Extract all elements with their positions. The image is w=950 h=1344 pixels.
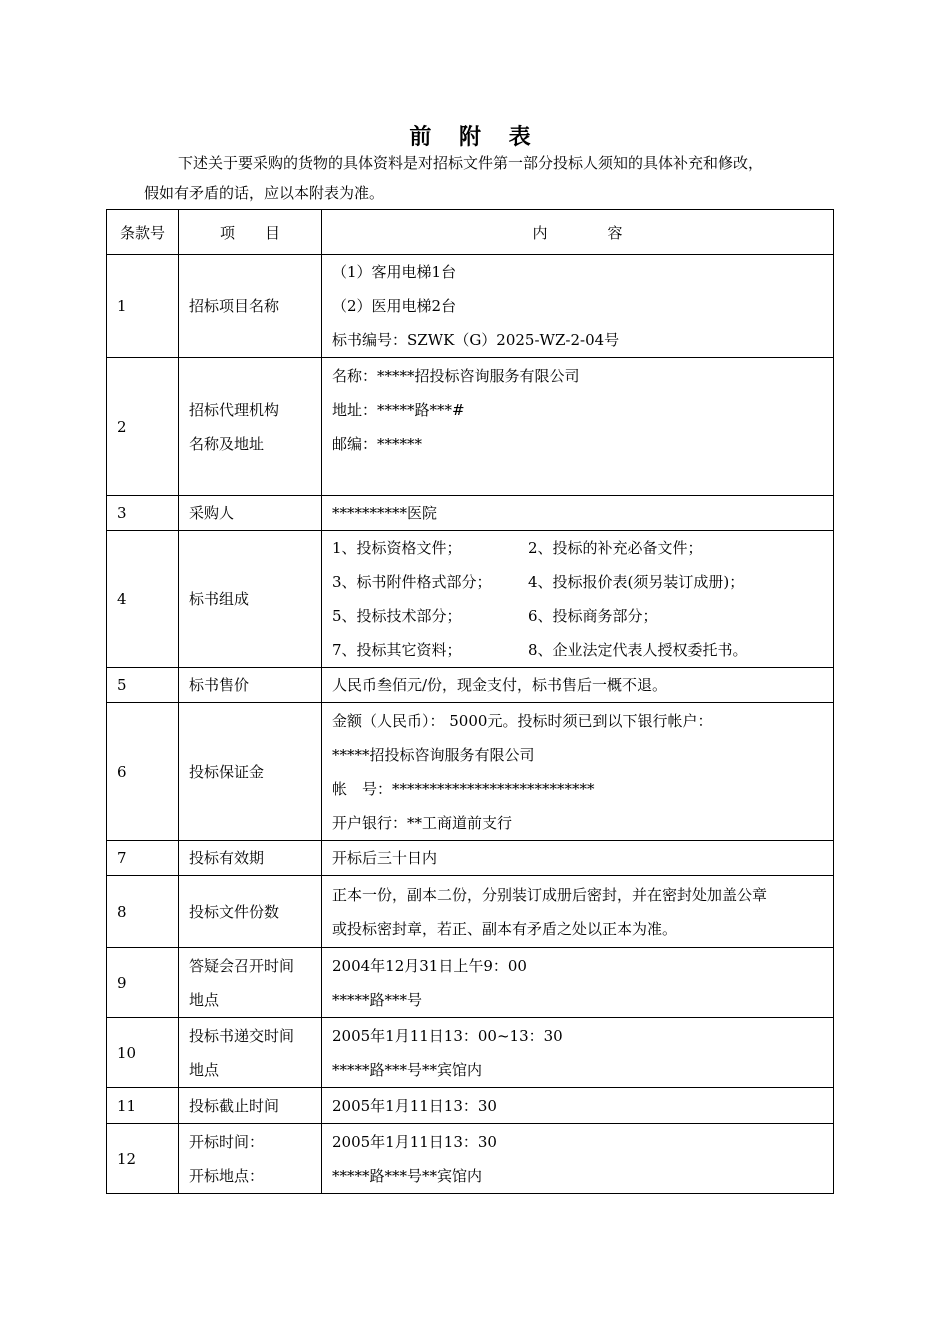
content-line: 或投标密封章，若正、副本有矛盾之处以正本为准。 [332,919,678,938]
item-cell [179,841,322,876]
content-line: 2005年1月11日13：00~13：30 [332,1026,563,1045]
content-cell [322,1018,834,1088]
content-line: 名称：*****招投标咨询服务有限公司 [332,367,580,385]
content-line: 金额（人民币）： 5000元。投标时须已到以下银行帐户： [332,711,713,730]
content-line: **********医院 [332,504,438,522]
content-line: 人民币叁佰元/份，现金支付，标书售后一概不退。 [332,676,668,694]
content-line: 2005年1月11日13：30 [332,1132,497,1151]
content-line: （2）医用电梯2台 [332,297,457,315]
content-line: *****招投标咨询服务有限公司 [332,745,535,764]
content-cell [322,841,834,876]
item-cell [179,531,322,668]
component-entry: 6、投标商务部分； [528,607,658,625]
clause-number: 1 [107,255,179,358]
content-cell [322,948,834,1018]
page-title: 前 附 表 [409,125,541,150]
content-line: *****路***号**宾馆内 [332,1060,483,1079]
table-row [107,841,834,876]
content-cell [322,703,834,841]
item-cell [179,703,322,841]
intro-paragraph [144,148,844,208]
list-item [332,599,833,633]
table-row [107,255,834,358]
item-label: 地点 [189,1060,220,1079]
item-label: 答疑会召开时间 [189,956,295,975]
content-line: 开户银行：**工商道前支行 [332,813,513,832]
clause-number: 2 [107,358,179,496]
list-item [332,531,833,565]
item-label: 投标文件份数 [189,902,280,921]
table-row [107,1124,834,1194]
list-item [332,633,833,667]
component-entry: 1、投标资格文件； [332,539,462,557]
content-line: *****路***号**宾馆内 [332,1166,483,1185]
item-cell [179,358,322,496]
component-entry: 4、投标报价表(须另装订成册)； [528,573,745,591]
header-content: 内 容 [322,210,834,255]
content-line: 开标后三十日内 [332,849,438,867]
intro-line-2: 假如有矛盾的话，应以本附表为准。 [144,184,385,202]
content-cell [322,255,834,358]
item-label: 标书组成 [189,590,250,608]
item-cell [179,876,322,948]
item-label: 名称及地址 [189,434,265,453]
table-row [107,703,834,841]
item-label: 投标书递交时间 [189,1026,295,1045]
item-cell [179,496,322,531]
item-label: 开标地点： [189,1166,265,1185]
header-item: 项 目 [179,210,322,255]
content-cell [322,1088,834,1124]
item-label: 投标截止时间 [189,1096,280,1115]
content-line: 正本一份，副本二份，分别装订成册后密封，并在密封处加盖公章 [332,885,768,904]
table-row [107,948,834,1018]
content-line: 帐 号：*************************** [332,779,595,798]
clause-number: 10 [107,1018,179,1088]
item-cell [179,948,322,1018]
item-label: 招标项目名称 [189,297,280,315]
clause-number: 4 [107,531,179,668]
clause-number: 8 [107,876,179,948]
table-row [107,531,834,668]
content-cell [322,358,834,496]
content-cell [322,531,834,668]
item-label: 投标保证金 [189,762,265,781]
content-cell [322,496,834,531]
table-row [107,358,834,496]
table-row [107,668,834,703]
content-line: 2004年12月31日上午9：00 [332,956,527,975]
table-row [107,1088,834,1124]
table-row [107,876,834,948]
table-row [107,1018,834,1088]
component-entry: 7、投标其它资料； [332,641,462,659]
clause-number: 9 [107,948,179,1018]
item-cell [179,255,322,358]
item-cell [179,1018,322,1088]
content-cell [322,668,834,703]
component-entry: 3、标书附件格式部分； [332,573,492,591]
item-cell [179,668,322,703]
content-line: 2005年1月11日13：30 [332,1096,497,1115]
item-label: 开标时间： [189,1132,265,1151]
table-header-row [107,210,834,255]
clause-number: 11 [107,1088,179,1124]
table-row [107,496,834,531]
clause-number: 3 [107,496,179,531]
item-cell [179,1124,322,1194]
component-entry: 8、企业法定代表人授权委托书。 [528,641,748,659]
item-label: 招标代理机构 [189,400,280,419]
clause-number: 6 [107,703,179,841]
component-entry: 5、投标技术部分； [332,607,462,625]
clause-number: 7 [107,841,179,876]
component-entry: 2、投标的补充必备文件； [528,539,703,557]
header-clause-no: 条款号 [107,210,179,255]
content-line: 邮编：****** [332,435,423,453]
item-label: 标书售价 [189,676,250,694]
item-cell [179,1088,322,1124]
clause-number: 12 [107,1124,179,1194]
content-line: 地址：*****路***# [332,401,465,419]
list-item [332,565,833,599]
content-cell [322,876,834,948]
item-label: 采购人 [189,504,235,522]
content-line: （1）客用电梯1台 [332,263,457,281]
item-label: 地点 [189,990,220,1009]
content-line: 标书编号：SZWK（G）2025-WZ-2-04号 [332,331,620,349]
clause-number: 5 [107,668,179,703]
appendix-table [106,209,834,1194]
content-cell [322,1124,834,1194]
item-label: 投标有效期 [189,849,265,867]
intro-line-1: 下述关于要采购的货物的具体资料是对招标文件第一部分投标人须知的具体补充和修改， [178,154,764,172]
content-line: *****路***号 [332,990,423,1009]
